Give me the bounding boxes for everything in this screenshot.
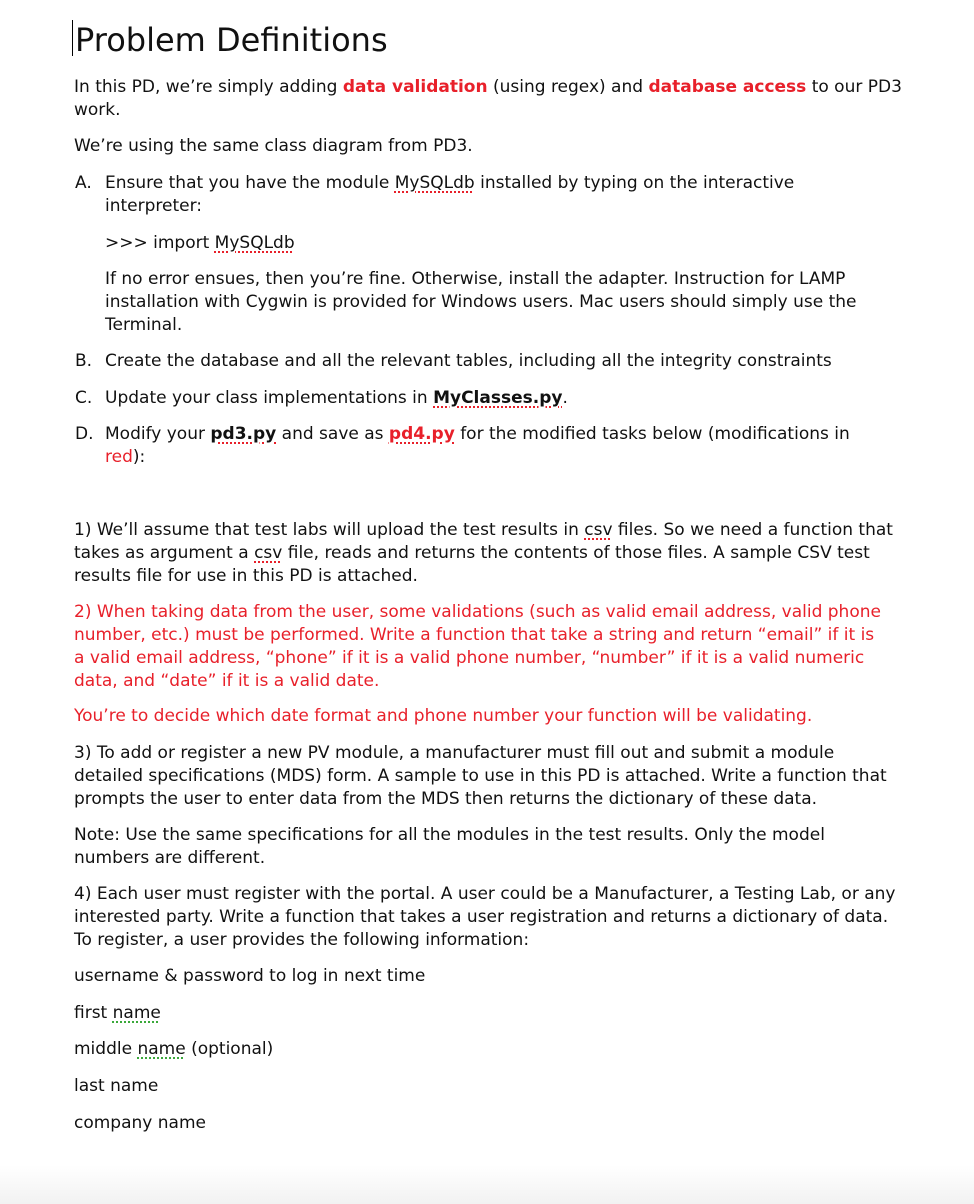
- field-middle-name: middle name (optional): [74, 1039, 274, 1059]
- field-first-name: first name: [74, 1003, 161, 1023]
- page-title: Problem Definitions: [75, 21, 388, 59]
- highlight-data-validation: data validation: [342, 77, 488, 97]
- item-d-text: Modify your pd3.py and save as pd4.py for the modified tasks below (modifications in red):: [105, 424, 850, 467]
- item-c-label: C.: [75, 388, 93, 408]
- module-name: MySQLdb: [394, 173, 475, 193]
- task-3-note: Note: Use the same specifications for all the modules in the test results. Only the model numbers are different.: [74, 825, 825, 868]
- item-c-text: Update your class implementations in MyClasses.py.: [105, 388, 568, 408]
- intro-paragraph: In this PD, we’re simply adding data validation (using regex) and database access to our PD3 work.: [74, 77, 902, 120]
- field-company-name: company name: [74, 1113, 206, 1133]
- task-2: 2) When taking data from the user, some validations (such as valid email address, valid phone number, etc.) must be performed. Write a function that take a string and return “email” if it is a valid email address, “phone” if it is a valid phone number, “number” if it is a valid numeric data, and “date” if it is a valid date.: [74, 602, 881, 691]
- item-a-note: If no error ensues, then you’re fine. Otherwise, install the adapter. Instruction for LAMP installation with Cygwin is provided for Windows users. Mac users should simply use the Terminal.: [105, 269, 857, 335]
- field-username-password: username & password to log in next time: [74, 966, 426, 986]
- task-1: 1) We’ll assume that test labs will upload the test results in csv files. So we need a function that takes as argument a csv file, reads and returns the contents of those files. A sample CSV test results file for use in this PD is attached.: [74, 520, 893, 586]
- highlight-database-access: database access: [648, 77, 807, 97]
- item-d-label: D.: [75, 424, 94, 444]
- field-last-name: last name: [74, 1076, 159, 1096]
- task-4: 4) Each user must register with the portal. A user could be a Manufacturer, a Testing Lab, or any interested party. Write a function that takes a user registration and returns a dictionary of data. To register, a user provides the following information:: [74, 884, 896, 950]
- page-bottom-shade: [0, 1165, 974, 1204]
- file-myclasses: MyClasses.py: [433, 388, 563, 408]
- code-line: >>> import MySQLdb: [105, 233, 295, 253]
- item-a-label: A.: [75, 173, 92, 193]
- text-cursor: [72, 20, 73, 56]
- file-pd4: pd4.py: [388, 424, 455, 444]
- item-b-text: Create the database and all the relevant tables, including all the integrity constraints: [105, 351, 832, 371]
- task-3: 3) To add or register a new PV module, a manufacturer must fill out and submit a module detailed specifications (MDS) form. A sample to use in this PD is attached. Write a function that prompts the user to enter data from the MDS then returns the dictionary of these data.: [74, 743, 887, 809]
- item-a-text: Ensure that you have the module MySQLdb installed by typing on the interactive interpreter:: [105, 173, 795, 216]
- file-pd3: pd3.py: [210, 424, 277, 444]
- class-diagram-paragraph: We’re using the same class diagram from PD3.: [74, 136, 473, 156]
- task-2-note: You’re to decide which date format and phone number your function will be validating.: [74, 706, 813, 726]
- item-b-label: B.: [75, 351, 93, 371]
